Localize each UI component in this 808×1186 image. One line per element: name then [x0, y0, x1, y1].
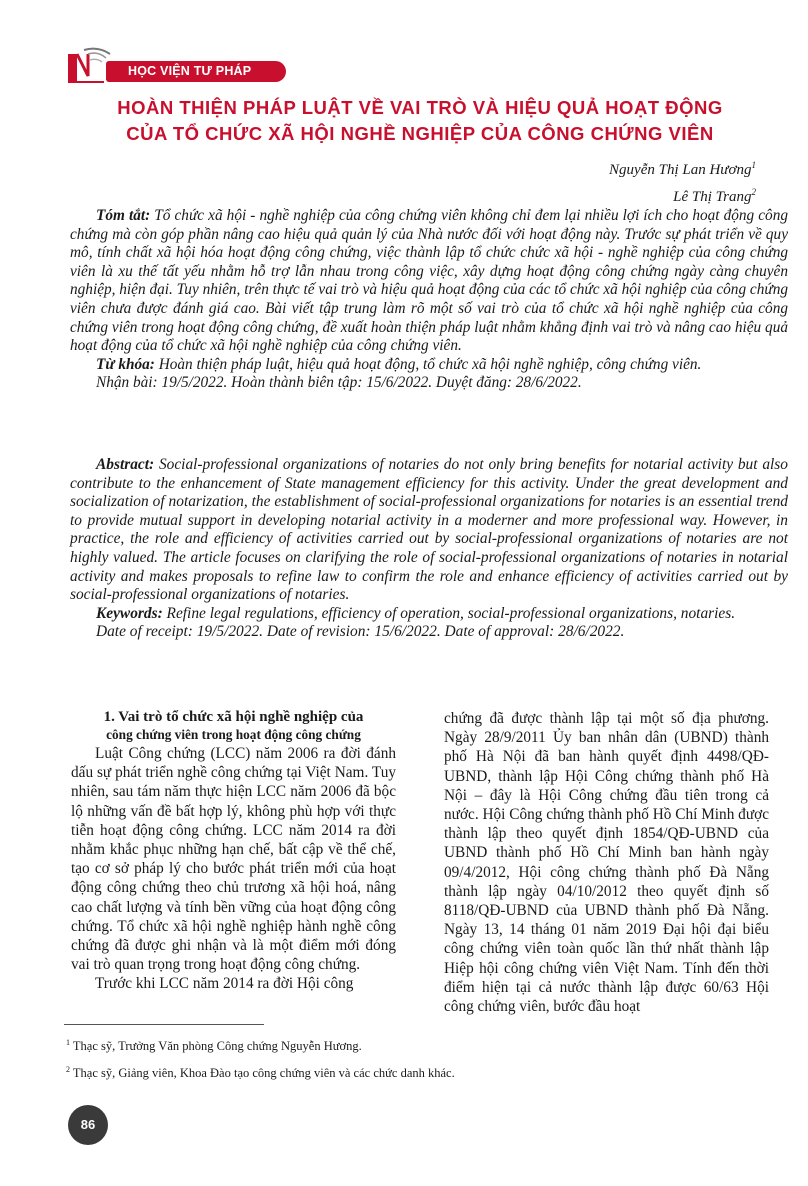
- vi-keywords: Từ khóa: Hoàn thiện pháp luật, hiệu quả hoạt động, tổ chức xã hội nghề nghiệp, công chứng viên.: [96, 355, 702, 373]
- body-column-right: [444, 709, 769, 1016]
- footnote-1: $^1$ Thạc sỹ, Trưởng Văn phòng Công chứng Nguyễn Hương.: [66, 1038, 362, 1054]
- article-title: [70, 95, 770, 147]
- body-paragraph: chứng đã được thành lập tại một số địa phương. Ngày 28/9/2011 Ủy ban nhân dân (UBND) thành phố Hà Nội đã ban hành quyết định 4498/QĐ-UBND, thành lập Hội Công chứng thành phố Hà Nội – đây là Hội Công chứng đầu tiên trong cả nước. Hội Công chứng thành phố Hồ Chí Minh được thành lập theo quyết định 1854/QĐ-UBND của UBND thành phố Hồ Chí Minh ban hành ngày 09/4/2012, Hội công chứng thành phố Đà Nẵng thành lập ngày 04/10/2012 theo quyết định số 8118/QĐ-UBND của UBND thành phố Đà Nẵng. Ngày 13, 14 tháng 01 năm 2019 Đại hội đại biểu công chứng viên toàn quốc lần thứ nhất thành lập Hiệp hội công chứng viên Việt Nam. Tính đến thời điểm hiện tại cả nước thành lập được 60/63 Hội công chứng viên, bước đầu hoạt: [444, 710, 769, 1016]
- footnote-2: $^2$ Thạc sỹ, Giảng viên, Khoa Đào tạo công chứng viên và các chức danh khác.: [66, 1065, 455, 1081]
- body-paragraph: Luật Công chứng (LCC) năm 2006 ra đời đánh dấu sự phát triển nghề công chứng tại Việt Nam. Tuy nhiên, sau tám năm thực hiện LCC năm 2006 đã bộc lộ những vấn đề bất hợp lý, không phù hợp với thực tiễn hoạt động công chứng. LCC năm 2014 ra đời nhằm khắc phục những hạn chế, bất cập về thể chế, tạo cơ sở pháp lý cho bước phát triển mới của hoạt động công chứng theo chủ trương xã hội hoá, nâng cao chất lượng và tính bền vững của hoạt động công chứng. Tổ chức xã hội nghề nghiệp hành nghề công chứng đã được ghi nhận và là một điểm mới đóng vai trò quan trọng trong hoạt động công chứng.: [71, 745, 396, 974]
- vietnamese-abstract: [70, 207, 788, 393]
- footnote-divider: [64, 1024, 264, 1025]
- english-abstract: [70, 456, 788, 642]
- title-line-2: CỦA TỔ CHỨC XÃ HỘI NGHỀ NGHIỆP CỦA CÔNG CHỨNG VIÊN: [126, 123, 714, 144]
- author-list: [609, 154, 756, 208]
- vi-summary: Tóm tắt: Tổ chức xã hội - nghề nghiệp của công chứng viên không chỉ đem lại nhiều lợi ích cho hoạt động công chứng mà còn góp phần nâng cao hiệu quả quản lý của Nhà nước đối với hoạt động này. Trước sự phát triển về quy mô, tính chất xã hội hóa hoạt động công chứng, việc thành lập tổ chức chức xã hội - nghề nghiệp của công chứng viên là xu thế tất yếu nhằm hỗ trợ lẫn nhau trong công việc, xây dựng hoạt động công chứng ngày càng chuyên nghiệp, hiện đại. Tuy nhiên, trên thực tế vai trò và hiệu quả hoạt động của các tổ chức xã hội nghiệp của công chứng viên chưa được đánh giá cao. Bài viết tập trung làm rõ một số vai trò của tổ chức xã hội nghề nghiệp của công chứng viên trong hoạt động công chứng, đề xuất hoàn thiện pháp luật nhằm khẳng định vai trò và nâng cao hiệu quả hoạt động của tổ chức xã hội nghề nghiệp của công chứng viên.: [70, 207, 788, 355]
- author-1: Nguyễn Thị Lan Hương$^1$: [609, 160, 756, 178]
- section-tag: HỌC VIỆN TƯ PHÁP: [106, 61, 286, 82]
- section-heading: 1. Vai trò tổ chức xã hội nghề nghiệp của công chứng viên trong hoạt động công chứng: [103, 709, 364, 742]
- author-2: Lê Thị Trang$^2$: [673, 187, 756, 205]
- en-dates: Date of receipt: 19/5/2022. Date of revision: 15/6/2022. Date of approval: 28/6/2022.: [96, 623, 625, 641]
- en-summary: Abstract: Social-professional organizations of notaries do not only bring benefits for notarial activity but also contribute to the enhancement of State management efficiency for this activity. Under the great development and socialization of notarization, the establishment of social-professional organizations for notaries is an essential trend to provide mutual support in developing notarial activity in a moderner and more professional way. However, in practice, the role and efficiency of activities carried out by social-professional organizations of notaries are not highly valued. The article focuses on clarifying the role of social-professional organizations of notaries in notarial activity and makes proposals to refine law to confirm the role and enhance efficiency of activities carried out by social-professional organizations of notaries.: [70, 456, 788, 604]
- title-line-1: HOÀN THIỆN PHÁP LUẬT VỀ VAI TRÒ VÀ HIỆU QUẢ HOẠT ĐỘNG: [117, 97, 723, 118]
- footnotes: [66, 1034, 455, 1088]
- vi-dates: Nhận bài: 19/5/2022. Hoàn thành biên tập: 15/6/2022. Duyệt đăng: 28/6/2022.: [96, 374, 582, 392]
- body-column-left: [71, 709, 396, 994]
- page-number: 86: [68, 1105, 108, 1145]
- journal-header: [64, 46, 364, 86]
- en-keywords: Keywords: Refine legal regulations, efficiency of operation, social-professional organizations, notaries.: [96, 604, 736, 622]
- body-paragraph: Trước khi LCC năm 2014 ra đời Hội công: [95, 975, 354, 993]
